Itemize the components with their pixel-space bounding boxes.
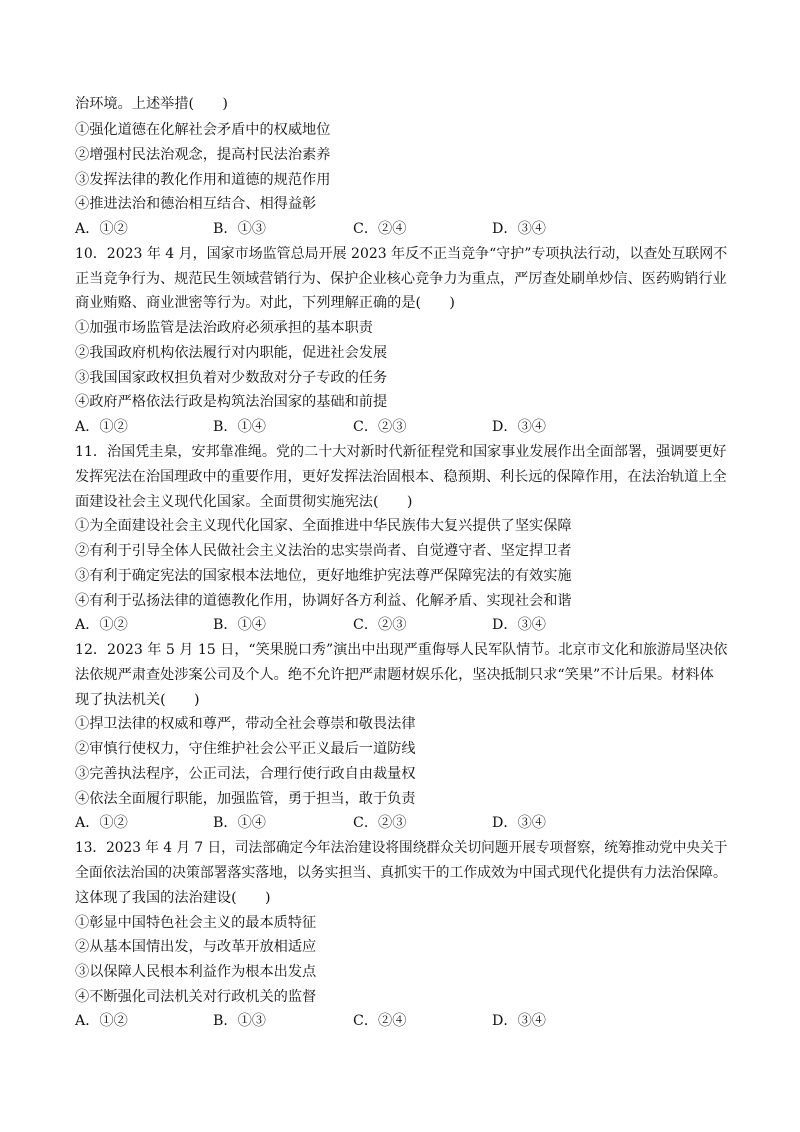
q13-choice-3: ③以保障人民根本利益作为根本出发点 (75, 964, 317, 980)
q9-option-c: C．②④ (353, 221, 407, 237)
q13-option-c: C．②④ (353, 1013, 407, 1029)
q11-choice-2: ②有利于引导全体人民做社会主义法治的忠实崇尚者、自觉遵守者、坚定捍卫者 (75, 543, 572, 559)
q10-choice-1: ①加强市场监管是法治政府必须承担的基本职责 (75, 320, 373, 336)
q13-choice-1: ①彰显中国特色社会主义的最本质特征 (75, 915, 317, 931)
q9-choice-4: ④推进法治和德治相互结合、相得益彰 (75, 196, 317, 212)
q11-option-b: B．①④ (213, 617, 266, 633)
q13-option-d: D．③④ (492, 1013, 546, 1029)
question-9-stem-tail: 治环境。上述举措( ) (75, 96, 228, 112)
q11-option-c: C．②③ (353, 617, 407, 633)
q10-choice-3: ③我国国家政权担负着对少数敌对分子专政的任务 (75, 370, 388, 386)
q13-choice-2: ②从基本国情出发，与改革开放相适应 (75, 939, 317, 955)
q12-stem-line-2: 法依规严肃查处涉案公司及个人。绝不允许把严肃题材娱乐化，坚决抵制只求“笑果”不计后果。材料体 (75, 667, 714, 683)
q11-option-a: A．①② (75, 617, 128, 633)
q11-stem-line-1: 11．治国凭圭臬，安邦靠准绳。党的二十大对新时代新征程党和国家事业发展作出全面部署，强调要更好 (75, 444, 727, 460)
q13-option-a: A．①② (75, 1013, 128, 1029)
q12-choice-3: ③完善执法程序，公正司法，合理行使行政自由裁量权 (75, 766, 416, 782)
q10-choice-4: ④政府严格依法行政是构筑法治国家的基础和前提 (75, 394, 388, 410)
q13-stem-line-2: 全面依法治国的决策部署落实落地，以务实担当、真抓实干的工作成效为中国式现代化提供有力法治保障。 (75, 865, 727, 881)
q9-option-d: D．③④ (492, 221, 546, 237)
q11-stem-line-2: 发挥宪法在治国理政中的重要作用，更好发挥法治固根本、稳预期、利长远的保障作用，在法治轨道上全 (75, 469, 727, 485)
q12-choice-2: ②审慎行使权力，守住维护社会公平正义最后一道防线 (75, 741, 416, 757)
q10-option-a: A．①② (75, 419, 128, 435)
q9-option-b: B．①③ (213, 221, 266, 237)
q12-choice-1: ①捍卫法律的权威和尊严，带动全社会尊崇和敬畏法律 (75, 716, 416, 732)
q9-choice-1: ①强化道德在化解社会矛盾中的权威地位 (75, 122, 331, 138)
q10-option-c: C．②③ (353, 419, 407, 435)
q11-choice-4: ④有利于弘扬法律的道德教化作用，协调好各方利益、化解矛盾、实现社会和谐 (75, 593, 572, 609)
q11-option-d: D．③④ (492, 617, 546, 633)
q11-choice-3: ③有利于确定宪法的国家根本法地位，更好地维护宪法尊严保障宪法的有效实施 (75, 568, 572, 584)
q10-option-d: D．③④ (492, 419, 546, 435)
q11-stem-line-3: 面建设社会主义现代化国家。全面贯彻实施宪法( ) (75, 494, 413, 510)
q10-stem-line-1: 10．2023 年 4 月，国家市场监管总局开展 2023 年反不正当竞争“守护”专项执法行动，以查处互联网不 (75, 246, 728, 262)
q12-option-c: C．②③ (353, 815, 407, 831)
q10-choice-2: ②我国政府机构依法履行对内职能，促进社会发展 (75, 345, 388, 361)
q10-stem-line-3: 商业贿赂、商业泄密等行为。对此，下列理解正确的是( ) (75, 295, 455, 311)
q9-choice-2: ②增强村民法治观念，提高村民法治素养 (75, 147, 331, 163)
q11-choice-1: ①为全面建设社会主义现代化国家、全面推进中华民族伟大复兴提供了坚实保障 (75, 518, 572, 534)
q13-stem-line-3: 这体现了我国的法治建设( ) (75, 890, 271, 906)
q12-option-d: D．③④ (492, 815, 546, 831)
q10-stem-line-2: 正当竞争行为、规范民生领域营销行为、保护企业核心竞争力为重点，严厉查处刷单炒信、医药购销行业 (75, 271, 727, 287)
q12-stem-line-1: 12．2023 年 5 月 15 日，“笑果脱口秀”演出中出现严重侮辱人民军队情节。北京市文化和旅游局坚决依 (75, 642, 728, 658)
q10-option-b: B．①④ (213, 419, 266, 435)
q12-option-b: B．①④ (213, 815, 266, 831)
q12-choice-4: ④依法全面履行职能，加强监管，勇于担当，敢于负责 (75, 791, 416, 807)
q13-option-b: B．①③ (213, 1013, 266, 1029)
q13-choice-4: ④不断强化司法机关对行政机关的监督 (75, 989, 317, 1005)
q9-option-a: A．①② (75, 221, 128, 237)
q9-choice-3: ③发挥法律的教化作用和道德的规范作用 (75, 172, 331, 188)
q13-stem-line-1: 13．2023 年 4 月 7 日，司法部确定今年法治建设将围绕群众关切问题开展专项督察，统筹推动党中央关于 (75, 840, 728, 856)
q12-stem-line-3: 现了执法机关( ) (75, 692, 200, 708)
q12-option-a: A．①② (75, 815, 128, 831)
